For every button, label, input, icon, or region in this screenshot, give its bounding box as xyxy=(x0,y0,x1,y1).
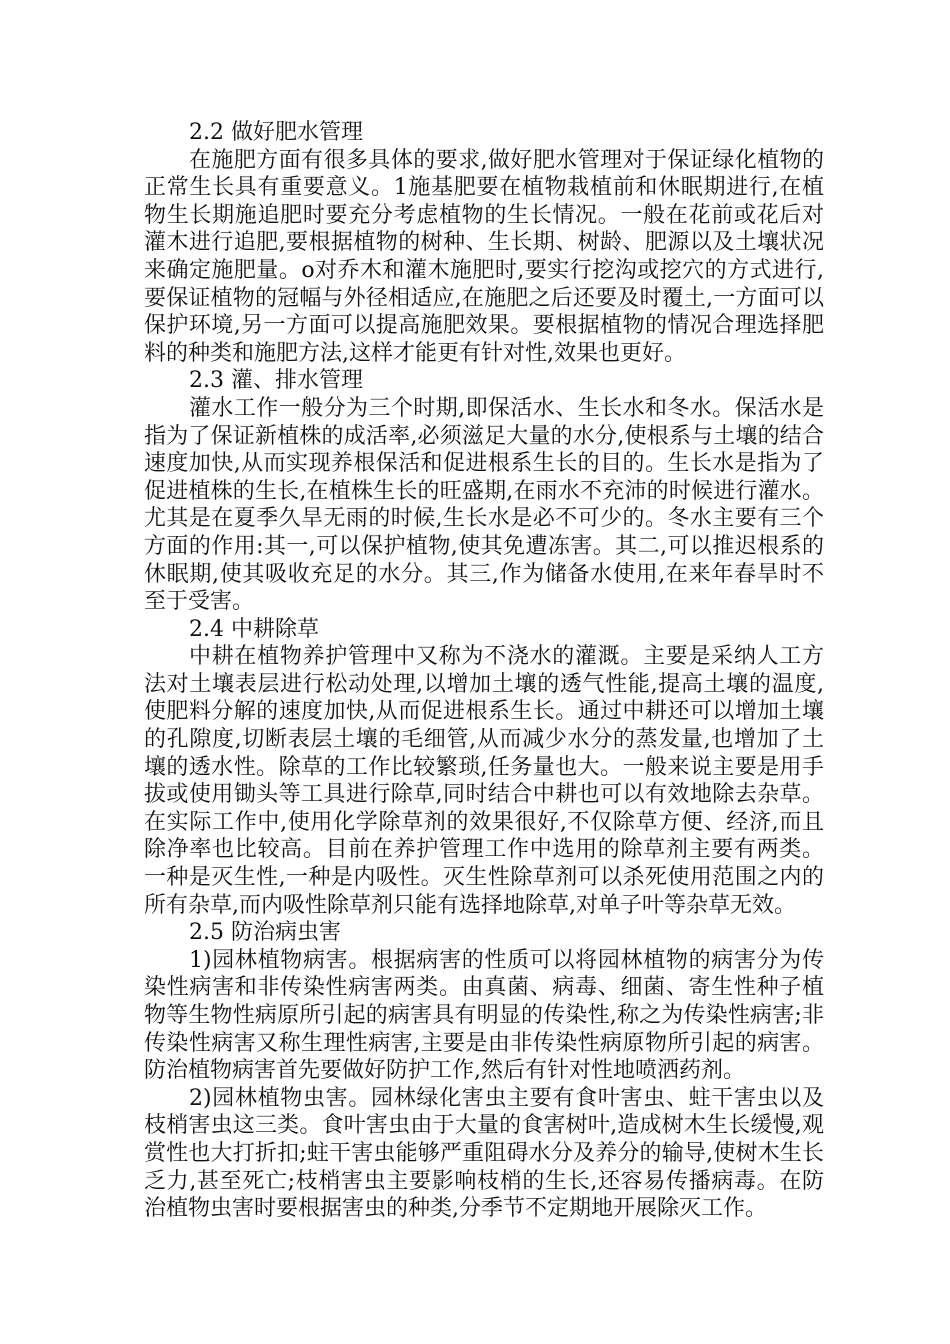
paragraph: 2)园林植物虫害。园林绿化害虫主要有食叶害虫、蛀干害虫以及枝梢害虫这三类。食叶害虫由于大量的食害树叶,造成树木生长缓慢,观赏性也大打折扣;蛀干害虫能够严重阻碍水分及养分的输导,使树木生长乏力,甚至死亡;枝梢害虫主要影响枝梢的生长,还容易传播病毒。在防治植物虫害时要根据害虫的种类,分季节不定期地开展除灭工作。 xyxy=(144,1085,824,1222)
document-body xyxy=(144,119,824,1223)
section-heading: 2.5 防治病虫害 xyxy=(189,920,341,946)
section-2-4 xyxy=(144,616,824,920)
section-heading: 2.4 中耕除草 xyxy=(189,616,319,642)
section-2-2 xyxy=(144,119,824,367)
section-heading: 2.3 灌、排水管理 xyxy=(189,368,363,394)
section-2-5 xyxy=(144,919,824,1223)
paragraph: 在施肥方面有很多具体的要求,做好肥水管理对于保证绿化植物的正常生长具有重要意义。1施基肥要在植物栽植前和休眠期进行,在植物生长期施追肥时要充分考虑植物的生长情况。一般在花前或花后对灌木进行追肥,要根据植物的树种、生长期、树龄、肥源以及土壤状况来确定施肥量。o对乔木和灌木施肥时,要实行挖沟或挖穴的方式进行,要保证植物的冠幅与外径相适应,在施肥之后还要及时覆土,一方面可以保护环境,另一方面可以提高施肥效果。要根据植物的情况合理选择肥料的种类和施肥方法,这样才能更有针对性,效果也更好。 xyxy=(144,147,824,366)
section-heading: 2.2 做好肥水管理 xyxy=(189,120,363,145)
paragraph: 1)园林植物病害。根据病害的性质可以将园林植物的病害分为传染性病害和非传染性病害两类。由真菌、病毒、细菌、寄生性种子植物等生物性病原所引起的病害具有明显的传染性,称之为传染性病害;非传染性病害又称生理性病害,主要是由非传染性病原物所引起的病害。防治植物病害首先要做好防护工作,然后有针对性地喷洒药剂。 xyxy=(144,947,824,1084)
section-2-3 xyxy=(144,367,824,615)
paragraph: 中耕在植物养护管理中又称为不浇水的灌溉。主要是采纳人工方法对土壤表层进行松动处理,以增加土壤的透气性能,提高土壤的温度,使肥料分解的速度加快,从而促进根系生长。通过中耕还可以增加土壤的孔隙度,切断表层土壤的毛细管,从而减少水分的蒸发量,也增加了土壤的透水性。除草的工作比较繁琐,任务量也大。一般来说主要是用手拔或使用锄头等工具进行除草,同时结合中耕也可以有效地除去杂草。在实际工作中,使用化学除草剂的效果很好,不仅除草方便、经济,而且除净率也比较高。目前在养护管理工作中选用的除草剂主要有两类。一种是灭生性,一种是内吸性。灭生性除草剂可以杀死使用范围之内的所有杂草,而内吸性除草剂只能有选择地除草,对单子叶等杂草无效。 xyxy=(144,644,824,918)
paragraph: 灌水工作一般分为三个时期,即保活水、生长水和冬水。保活水是指为了保证新植株的成活率,必须滋足大量的水分,使根系与土壤的结合速度加快,从而实现养根保活和促进根系生长的目的。生长水是指为了促进植株的生长,在植株生长的旺盛期,在雨水不充沛的时候进行灌水。尤其是在夏季久旱无雨的时候,生长水是必不可少的。冬水主要有三个方面的作用:其一,可以保护植物,使其免遭冻害。其二,可以推迟根系的休眠期,使其吸收充足的水分。其三,作为储备水使用,在来年春旱时不至于受害。 xyxy=(144,395,824,615)
